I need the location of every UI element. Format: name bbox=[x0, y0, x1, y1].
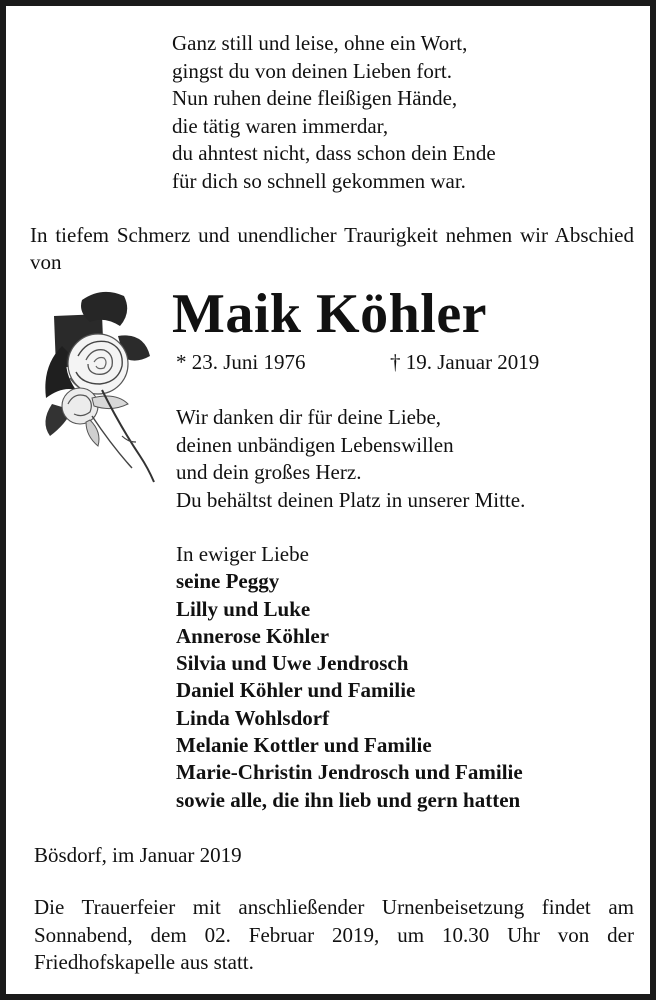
poem-line: Ganz still und leise, ohne ein Wort, bbox=[172, 31, 468, 55]
poem-line: die tätig waren immerdar, bbox=[172, 113, 389, 138]
thanks-line: und dein großes Herz. bbox=[176, 460, 362, 484]
farewell-intro: In tiefem Schmerz und unendlicher Traurigkeit nehmen wir Abschied von bbox=[30, 223, 634, 274]
funeral-information: Die Trauerfeier mit anschließender Urnenbeisetzung findet am Sonnabend, dem 02. Februar 2019, um 10.30 Uhr von der Friedhofskapelle aus statt. bbox=[34, 895, 634, 974]
poem-line: Nun ruhen deine fleißigen Hände, bbox=[172, 86, 458, 110]
mourner-name: Linda Wohlsdorf bbox=[176, 705, 330, 730]
thanks-line: deinen unbändigen Lebenswillen bbox=[176, 432, 454, 457]
mourner-name: seine Peggy bbox=[176, 569, 280, 594]
poem-line: du ahntest nicht, dass schon dein Ende bbox=[172, 141, 496, 165]
mourner-name: Daniel Köhler und Familie bbox=[176, 678, 416, 703]
deceased-name: Maik Köhler bbox=[172, 283, 488, 345]
mourner-name: Silvia und Uwe Jendrosch bbox=[176, 651, 409, 676]
mourners-heading: In ewiger Liebe bbox=[176, 542, 309, 566]
death-date: † 19. Januar 2019 bbox=[390, 350, 540, 374]
poem-line: für dich so schnell gekommen war. bbox=[172, 168, 466, 193]
birth-date: * 23. Juni 1976 bbox=[176, 350, 306, 374]
mourner-name: Annerose Köhler bbox=[176, 623, 330, 648]
thanks-line: Wir danken dir für deine Liebe, bbox=[176, 405, 442, 429]
thanks-line: Du behältst deinen Platz in unserer Mitte. bbox=[176, 487, 526, 512]
memorial-poem bbox=[172, 30, 496, 195]
place-and-date: Bösdorf, im Januar 2019 bbox=[34, 843, 242, 867]
mourner-name: sowie alle, die ihn lieb und gern hatten bbox=[176, 787, 521, 812]
thanks-text bbox=[176, 404, 525, 514]
rose-icon bbox=[32, 286, 162, 486]
mourner-name: Melanie Kottler und Familie bbox=[176, 733, 432, 758]
mourners-list bbox=[176, 541, 523, 814]
poem-line: gingst du von deinen Lieben fort. bbox=[172, 58, 452, 83]
mourner-name: Marie-Christin Jendrosch und Familie bbox=[176, 760, 523, 785]
mourner-name: Lilly und Luke bbox=[176, 596, 311, 621]
